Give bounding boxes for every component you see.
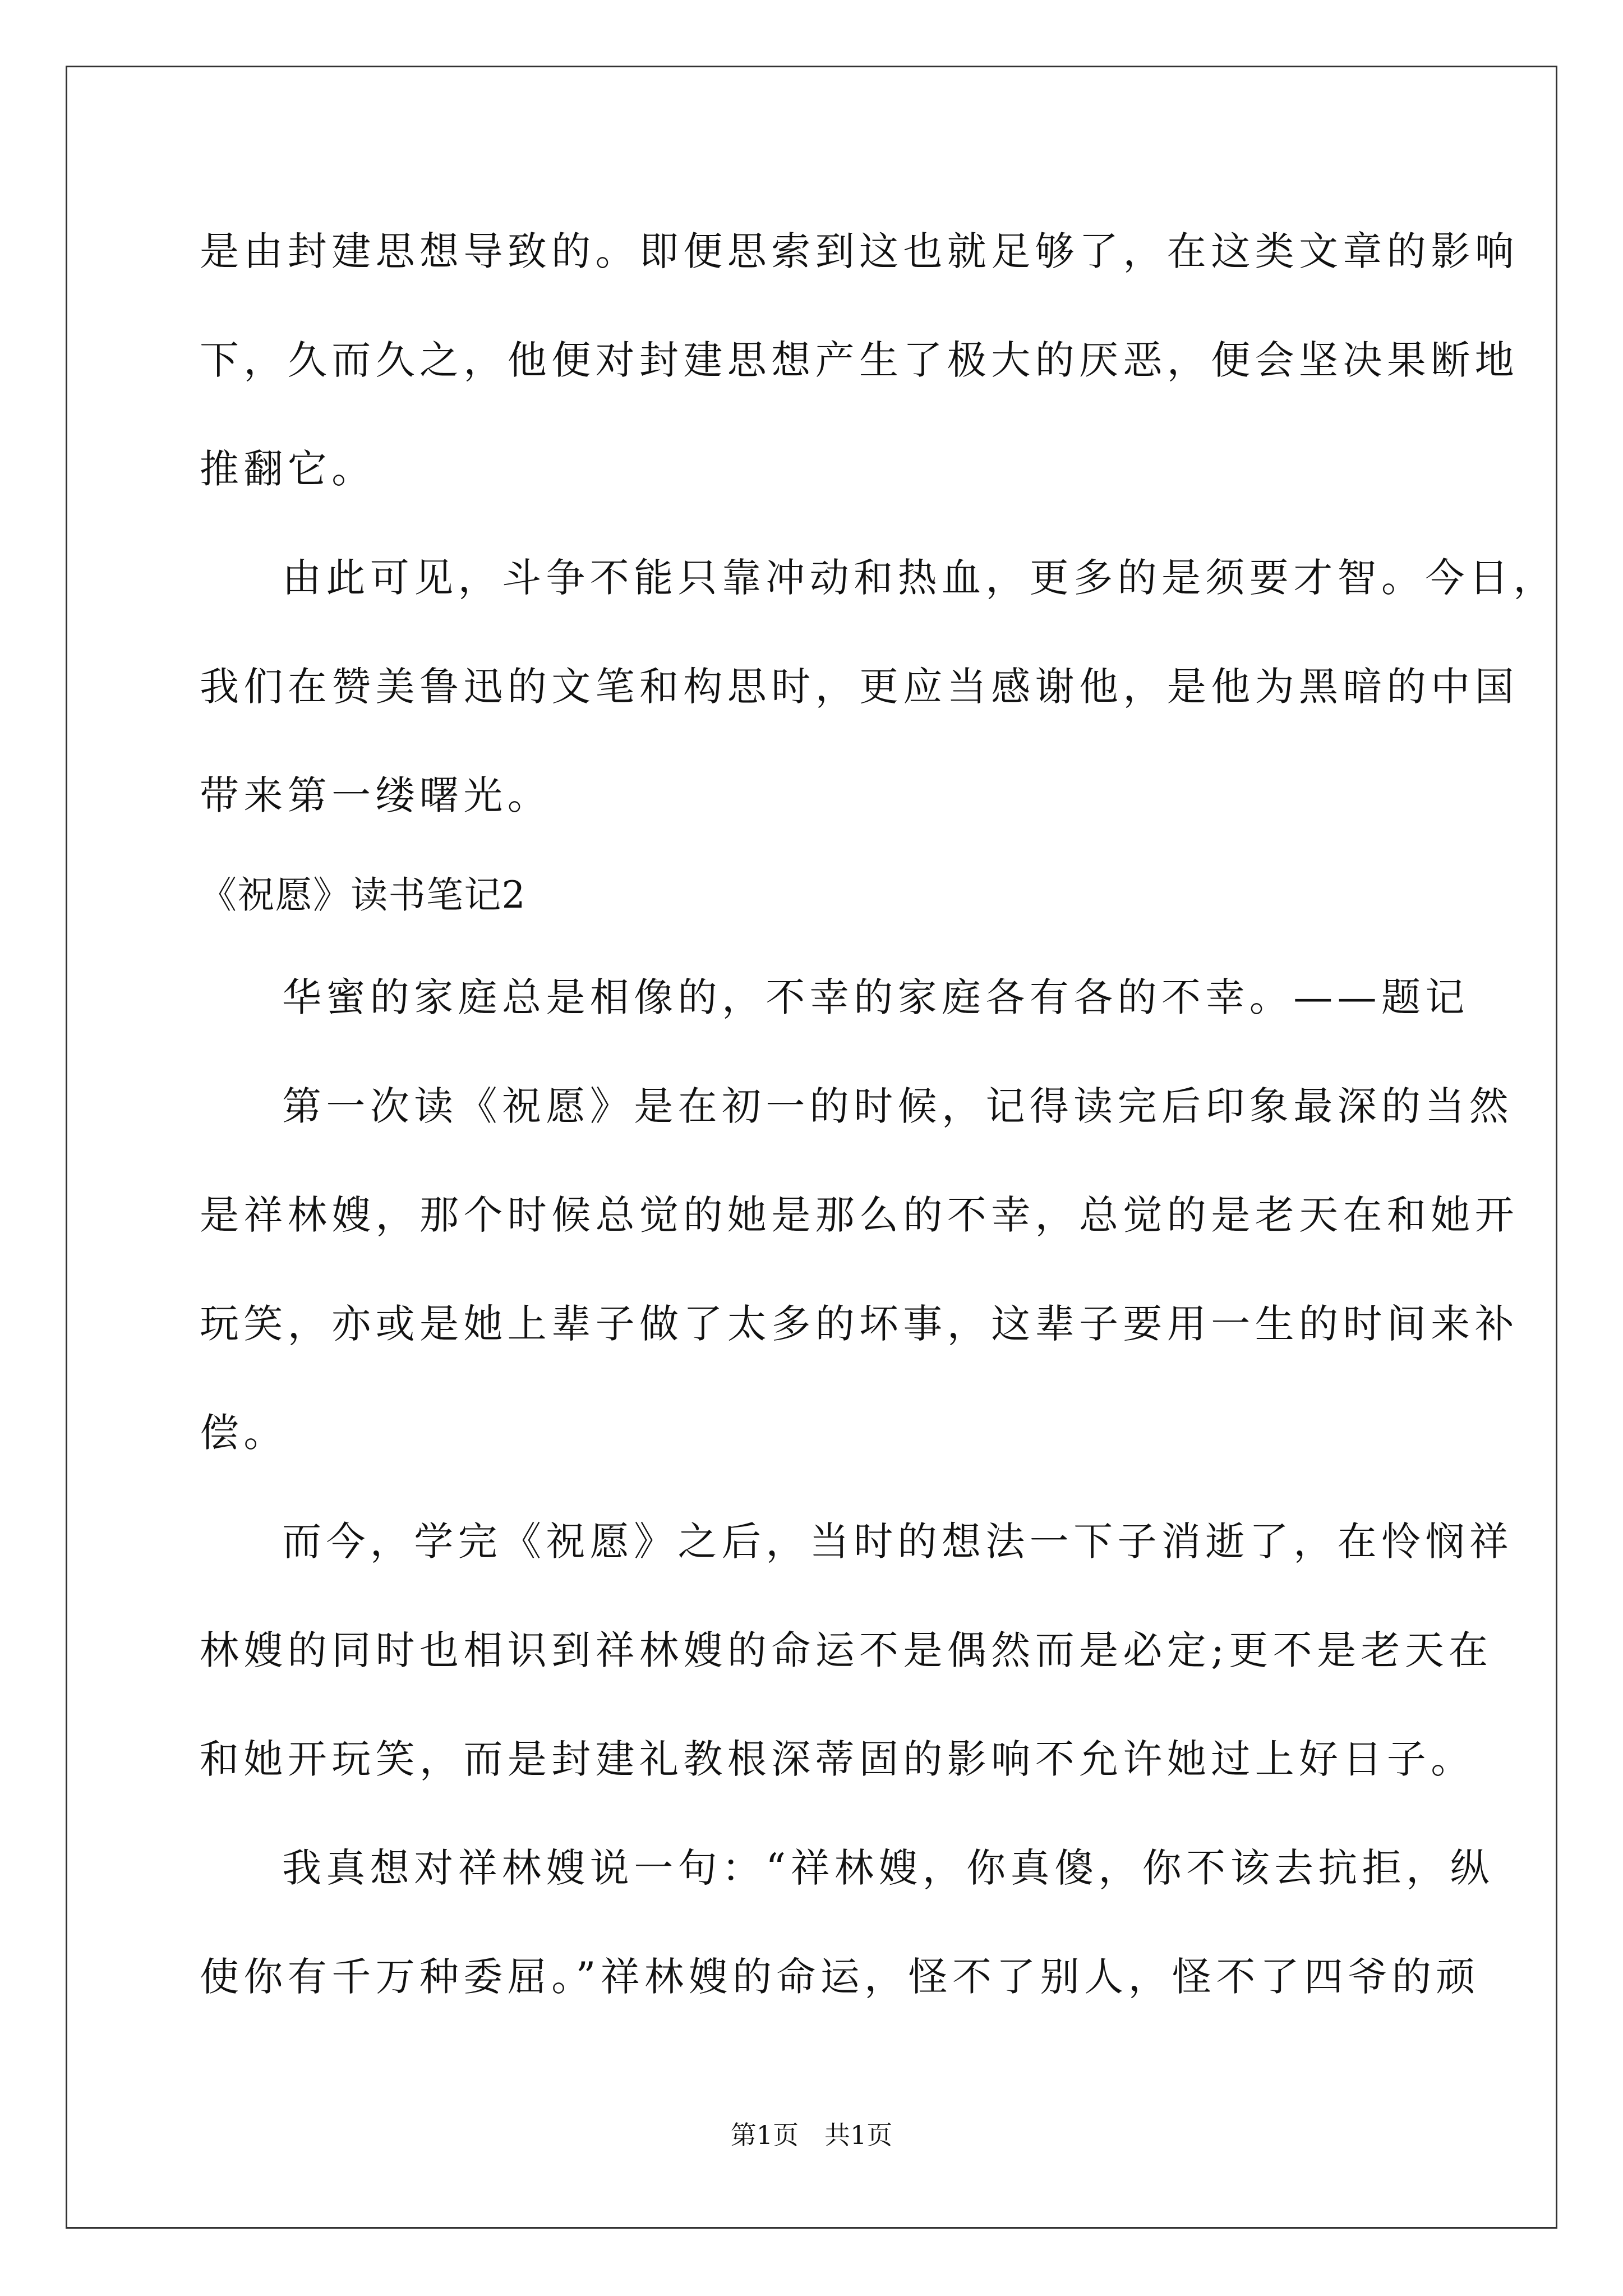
body-line: 和她开玩笑，而是封建礼教根深蒂固的影响不允许她过上好日子。 <box>200 1736 1475 1782</box>
body-line: 而今，学完《祝愿》之后，当时的想法一下子消逝了，在怜悯祥 <box>282 1519 1514 1565</box>
body-line: 我们在赞美鲁迅的文笔和构思时，更应当感谢他，是他为黑暗的中国 <box>200 664 1519 710</box>
page-border <box>66 66 1557 2229</box>
body-line: 玩笑，亦或是她上辈子做了太多的坏事，这辈子要用一生的时间来补 <box>200 1301 1519 1347</box>
body-line: 由此可见，斗争不能只靠冲动和热血，更多的是须要才智。今日， <box>282 555 1557 601</box>
body-line: 是祥林嫂，那个时候总觉的她是那么的不幸，总觉的是老天在和她开 <box>200 1192 1519 1238</box>
body-line: 下，久而久之，他便对封建思想产生了极大的厌恶，便会坚决果断地 <box>200 337 1519 383</box>
body-line: 推翻它。 <box>200 446 376 492</box>
body-line: 第一次读《祝愿》是在初一的时候，记得读完后印象最深的当然 <box>282 1083 1514 1129</box>
body-line: 是由封建思想导致的。即便思索到这也就足够了，在这类文章的影响 <box>200 228 1519 274</box>
epigraph-line: 华蜜的家庭总是相像的，不幸的家庭各有各的不幸。——题记 <box>282 974 1469 1020</box>
body-line: 偿。 <box>200 1410 288 1456</box>
page-footer: 第1页 共1页 <box>730 2120 893 2150</box>
body-line: 使你有千万种委屈。”祥林嫂的命运，怪不了别人，怪不了四爷的顽 <box>200 1954 1480 2000</box>
body-line: 我真想对祥林嫂说一句：“祥林嫂，你真傻，你不该去抗拒，纵 <box>282 1845 1494 1891</box>
body-line: 林嫂的同时也相识到祥林嫂的命运不是偶然而是必定;更不是老天在 <box>200 1627 1493 1673</box>
body-line: 带来第一缕曙光。 <box>200 772 552 818</box>
section-heading: 《祝愿》读书笔记2 <box>200 873 526 917</box>
